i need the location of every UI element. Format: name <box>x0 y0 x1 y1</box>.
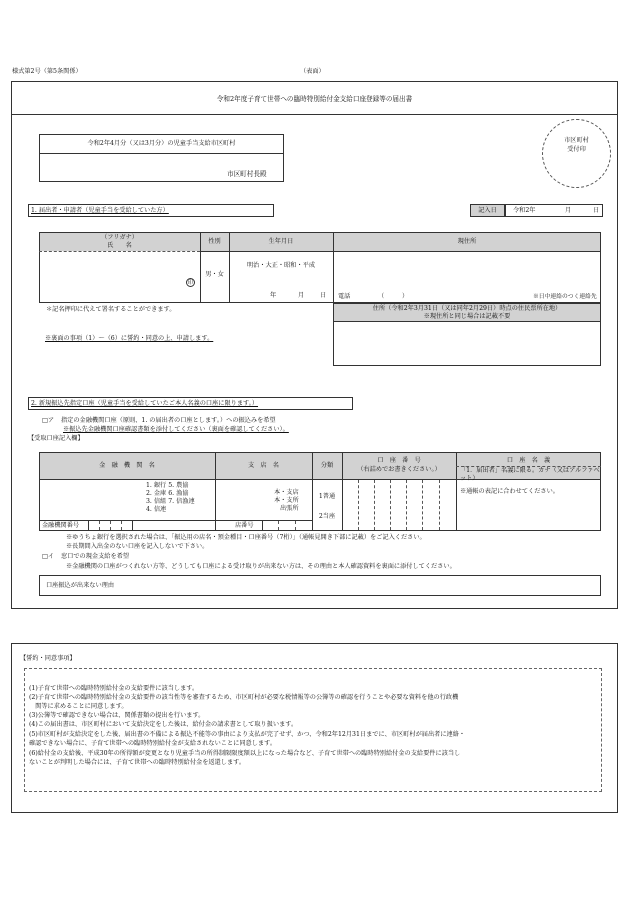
phone-paren-close: ） <box>402 293 409 300</box>
consent-item: (5)市区町村が支給決定をした後、届出書の不備による振込不能等の事由により支払が完了せず、かつ、令和2年12月31日までに、市区町村が届出者に連絡・ <box>29 731 466 738</box>
bank-name-header: 金 融 機 関 名 <box>99 462 155 469</box>
stamp-label-receipt: 受付印 <box>567 146 586 153</box>
no-transfer-reason-label: 口座振込が出来ない理由 <box>46 582 115 589</box>
birth-month-label: 月 <box>298 292 305 299</box>
consent-item: (1)子育て世帯への臨時特別給付金の支給要件に該当します。 <box>29 685 199 692</box>
account-table-label: 【受取口座記入欄】 <box>28 435 84 442</box>
gender-header: 性別 <box>208 238 221 245</box>
consent-statement: ※裏面の事項（1）～（6）に誓約・同意の上、申請します。 <box>45 335 214 342</box>
account-holder-header: 口 座 名 義 <box>506 457 551 464</box>
account-number-subheader: （右詰めでお書きください。） <box>357 466 441 473</box>
municipality-heading: 令和2年4月分（又は3月分）の児童手当支給市区町村 <box>87 140 236 147</box>
option-a-note: ※振込先金融機関口座確認書類を添付してください（裏面を確認してください）。 <box>63 426 289 433</box>
account-type-current[interactable]: 2当座 <box>318 513 336 520</box>
option-b-text: 窓口での現金支給を希望 <box>61 553 130 560</box>
dormant-account-note: ※長期間入出金のない口座を記入しないで下さい。 <box>66 543 209 550</box>
past-address-label: 住所（令和2年3月31日（又は同年2月29日）時点の住民票所在地） <box>372 305 562 312</box>
addressee-name: 市区町村長殿 <box>227 170 267 178</box>
account-number-header: 口 座 番 号 <box>377 457 421 464</box>
current-address-field[interactable] <box>334 252 600 290</box>
name-field[interactable] <box>40 252 200 302</box>
branch-type-1[interactable]: 本・支店 <box>274 489 299 496</box>
stamp-label-municipality: 市区町村 <box>564 137 589 144</box>
consent-item: (3)公簿等で確認できない場合は、関係書類の提出を行います。 <box>29 712 205 719</box>
branch-code-field[interactable] <box>263 521 311 530</box>
account-type-header: 分類 <box>320 462 334 469</box>
seal-mark-icon: 印 <box>187 280 194 286</box>
entry-date-label: 記入日 <box>478 207 497 214</box>
branch-type-3[interactable]: 出張所 <box>280 505 299 512</box>
current-address-header: 現住所 <box>457 238 477 245</box>
consent-item: (6)給付金の支給後、平成30年の所得額が変更となり児童手当の所得制限限度額以上になった場合など、子育て世帯への臨時特別給付金の支給要件に該当し <box>29 750 461 757</box>
consent-item: ないことが判明した場合には、子育て世帯への臨時特別給付金を返還します。 <box>29 759 246 766</box>
section2-title: 2. 新規振込先指定口座（児童手当を受給していたご本人名義の口座に限ります。） <box>31 400 259 407</box>
consent-item: (2)子育て世帯への臨時特別給付金の支給要件の該当性等を審査するため、市区町村が必要な税情報等の公簿等の確認を行うことや必要な資料を他の行政機 <box>29 694 459 701</box>
no-transfer-reason-box[interactable] <box>39 575 601 596</box>
branch-code-label: 店番号 <box>235 522 254 529</box>
past-address-field[interactable] <box>334 322 600 365</box>
front-side-label: （表面） <box>300 68 325 75</box>
consent-title: 【誓約・同意事項】 <box>20 655 76 662</box>
consent-item: 確認できない場合に、子育て世帯への臨時特別給付金が支給されないことに同意します。 <box>29 740 277 747</box>
branch-name-header: 支 店 名 <box>248 462 279 469</box>
bank-name-field[interactable] <box>40 480 144 520</box>
bank-code-box-end <box>132 520 133 531</box>
form-title: 令和2年度子育て世帯への臨時特別給付金支給口座登録等の届出書 <box>216 95 413 103</box>
birth-year-label: 年 <box>270 292 277 299</box>
consent-item: (4)この届出書は、市区町村において支給決定をした後は、給付金の請求書として取り扱います。 <box>29 721 298 728</box>
same-address-note: ※現住所と同じ場合は記載不要 <box>423 313 511 320</box>
bank-type-1[interactable]: 1. 銀行 5. 農協 <box>146 482 189 489</box>
era-options[interactable]: 明治・大正・昭和・平成 <box>246 262 316 269</box>
form-number: 様式第2号（第5条関係） <box>12 68 82 75</box>
signature-note: ＊記名押印に代えて署名することができます。 <box>46 306 176 313</box>
bank-type-4[interactable]: 4. 信連 <box>146 506 167 513</box>
option-b-checkbox[interactable]: □イ <box>42 553 55 560</box>
account-holder-field[interactable] <box>457 498 600 530</box>
holder-note-1: 「1．届出者」名義に限る。カナ（又はアルファベット） <box>460 467 600 482</box>
bank-type-3[interactable]: 3. 信組 7. 信漁連 <box>146 498 195 505</box>
birth-header: 生年月日 <box>268 238 294 245</box>
section1-title: 1. 届出者・申請者（児童手当を受給していた方） <box>31 207 169 214</box>
option-a-text: 指定の金融機関口座（原則、1. の届出者の口座とします。）への振込みを希望 <box>61 417 276 424</box>
entry-date-month: 月 <box>565 207 572 214</box>
title-divider <box>11 114 618 115</box>
branch-type-2[interactable]: 本・支所 <box>274 497 299 504</box>
entry-date-era: 令和2年 <box>513 207 536 214</box>
bank-type-2[interactable]: 2. 金庫 6. 漁協 <box>146 490 189 497</box>
name-label: 氏 名 <box>107 242 132 249</box>
phone-label: 電話 <box>338 293 351 300</box>
gender-options[interactable]: 男・女 <box>205 271 224 278</box>
bank-code-field[interactable] <box>89 521 132 530</box>
branch-name-field[interactable] <box>216 480 272 520</box>
option-b-note: ※金融機関の口座がつくれない方等、どうしても口座による受け取りが出来ない方は、その理由と本人確認資料を裏面に添付してください。 <box>66 563 456 570</box>
consent-item: 関等に求めることに同意します。 <box>29 703 128 710</box>
furigana-label: （フリガナ） <box>101 234 138 241</box>
birth-day-label: 日 <box>320 292 327 299</box>
entry-date-day: 日 <box>593 207 600 214</box>
account-type-ordinary[interactable]: 1普通 <box>318 493 336 500</box>
option-a-checkbox[interactable]: □ア <box>42 417 55 424</box>
yucho-note: ※ゆうちょ銀行を選択された場合は、「振込用の店名・預金種目・口座番号（7桁）」（通帳見開き下部に記載）をご記入ください。 <box>66 534 426 541</box>
account-number-field[interactable] <box>343 480 455 530</box>
daytime-contact-note: ※日中連絡のつく連絡先 <box>533 294 597 300</box>
bank-code-label: 金融機関番号 <box>42 522 80 529</box>
phone-paren-open: （ <box>378 293 385 300</box>
holder-note-2: ※通帳の表記に合わせてください。 <box>460 488 559 495</box>
